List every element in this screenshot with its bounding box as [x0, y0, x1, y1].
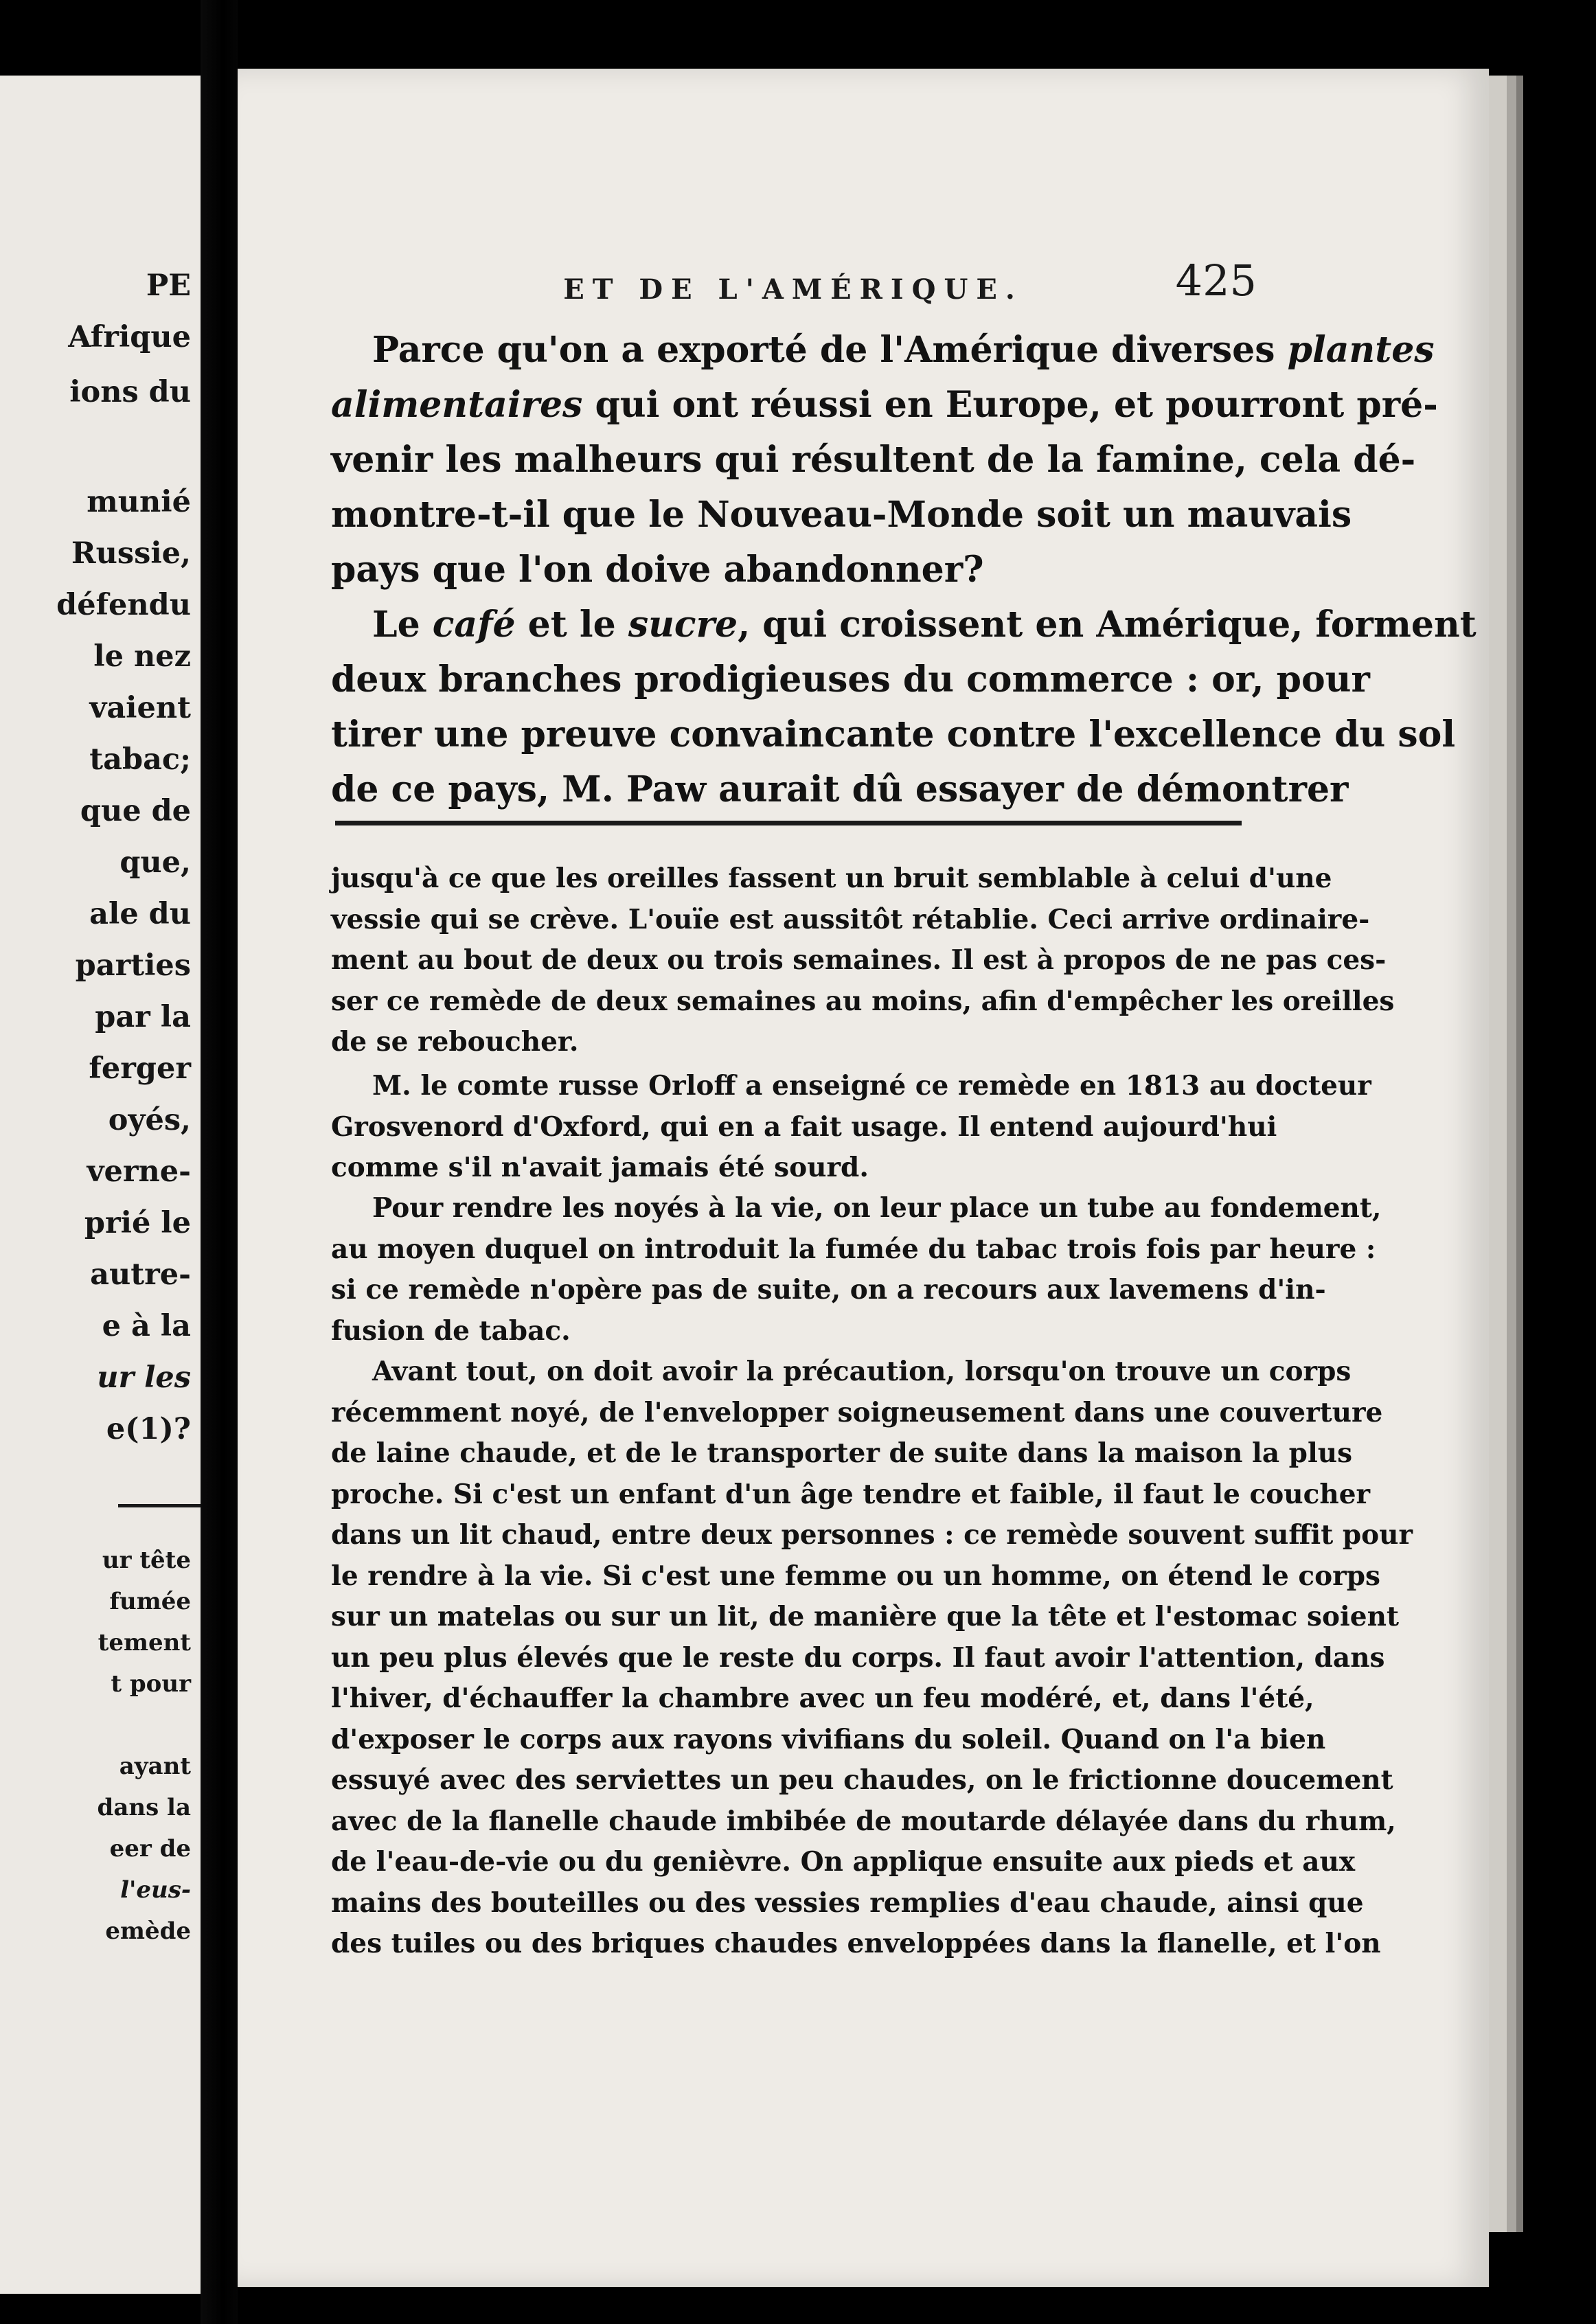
left-page-fragment: e(1)? [106, 1412, 191, 1446]
left-page-fragment: Russie, [71, 536, 191, 571]
footnote-line: avec de la flanelle chaude imbibée de moutarde délayée dans du rhum, [331, 1805, 1396, 1837]
left-page-fragment: autre- [90, 1257, 191, 1292]
text-line [331, 652, 1370, 707]
footnote-line: dans un lit chaud, entre deux personnes : ce remède souvent suffit pour [331, 1519, 1413, 1551]
text-run: qui ont réussi en Europe, et pourront pré- [582, 384, 1438, 426]
left-page-fragment: ferger [89, 1051, 191, 1086]
left-page-fragment: tabac; [89, 742, 191, 777]
left-page-fragment: ayant [119, 1753, 191, 1780]
footnote-line: Grosvenord d'Oxford, qui en a fait usage. Il entend aujourd'hui [331, 1110, 1277, 1143]
footnote-line: un peu plus élevés que le reste du corps. Il faut avoir l'attention, dans [331, 1641, 1385, 1674]
italic-text-run: plantes [1287, 329, 1435, 371]
footnote-line: sur un matelas ou sur un lit, de manière que la tête et l'estomac soient [331, 1601, 1399, 1632]
italic-text-run: sucre [628, 604, 738, 646]
footnote-rule [335, 821, 1242, 825]
footnote-paragraph-4 [331, 1352, 1413, 1965]
footnote-line: comme s'il n'avait jamais été sourd. [331, 1152, 869, 1183]
footnote-line: de l'eau-de-vie ou du genièvre. On applique ensuite aux pieds et aux [331, 1846, 1356, 1878]
text-run: venir les malheurs qui résultent de la famine, cela dé- [331, 439, 1416, 481]
text-line [331, 323, 1435, 378]
left-page-fragment: prié le [84, 1206, 191, 1240]
left-page-fragment: fumée [109, 1588, 191, 1615]
footnote-line: fusion de tabac. [331, 1314, 571, 1347]
footnote-line: ment au bout de deux ou trois semaines. Il est à propos de ne pas ces- [331, 944, 1387, 976]
left-page-fragment: le nez [93, 639, 191, 674]
left-facing-page [0, 76, 201, 2294]
left-page-fragment: t pour [111, 1670, 191, 1698]
footnote-paragraph-2 [331, 1066, 1371, 1189]
left-page-fragment: ur tête [102, 1547, 191, 1574]
left-page-fragment: ur les [97, 1360, 191, 1395]
left-page-fragment: Afrique [68, 320, 191, 354]
footnote-line: ser ce remède de deux semaines au moins, afin d'empêcher les oreilles [331, 985, 1395, 1017]
left-page-fragment: parties [75, 948, 191, 983]
left-page-fragment: ions du [69, 375, 191, 409]
text-run: tirer une preuve convaincante contre l'excellence du sol [331, 714, 1456, 755]
page-edge [1516, 76, 1523, 2232]
page-edge [1489, 76, 1507, 2232]
text-run: Le [372, 604, 433, 646]
main-paragraph-1 [331, 323, 1438, 597]
text-line [331, 707, 1456, 762]
main-paragraph-2 [331, 597, 1477, 817]
left-page-fragment: oyés, [108, 1103, 191, 1137]
book-spine-shadow [201, 0, 238, 2324]
left-page-fragment: e à la [102, 1309, 191, 1343]
footnote-line: jusqu'à ce que les oreilles fassent un bruit semblable à celui d'une [331, 863, 1332, 894]
page-number: 425 [1175, 255, 1257, 306]
footnote-line: Pour rendre les noyés à la vie, on leur place un tube au fondement, [372, 1192, 1382, 1224]
footnote-paragraph-1 [331, 858, 1395, 1063]
footnote-paragraph-3 [331, 1188, 1382, 1352]
italic-text-run: café [432, 604, 516, 646]
text-line [331, 762, 1349, 817]
left-page-fragment: tement [98, 1629, 191, 1656]
page-edge [1507, 76, 1516, 2232]
left-page-fragment: que de [80, 794, 191, 828]
footnote-line: vessie qui se crève. L'ouïe est aussitôt rétablie. Ceci arrive ordinaire- [331, 903, 1370, 935]
footnote-line: des tuiles ou des briques chaudes enveloppées dans la flanelle, et l'on [331, 1928, 1381, 1959]
text-line [331, 488, 1352, 543]
footnote-line: au moyen duquel on introduit la fumée du tabac trois fois par heure : [331, 1233, 1376, 1265]
left-page-footnote-rule [118, 1504, 201, 1507]
left-page-fragment: dans la [97, 1794, 191, 1821]
left-page-fragment: l'eus- [120, 1876, 191, 1904]
left-page-fragment: eer de [109, 1835, 191, 1862]
footnote-line: de laine chaude, et de le transporter de suite dans la maison la plus [331, 1437, 1353, 1469]
left-page-fragment: que, [119, 845, 191, 880]
left-page-fragment: ale du [89, 897, 191, 931]
footnote-line: l'hiver, d'échauffer la chambre avec un feu modéré, et, dans l'été, [331, 1683, 1314, 1714]
left-page-fragment: PE [146, 269, 191, 303]
text-run: , qui croissent en Amérique, forment [738, 604, 1477, 646]
italic-text-run: alimentaires [331, 384, 583, 426]
footnote-line: Avant tout, on doit avoir la précaution, lorsqu'on trouve un corps [372, 1356, 1352, 1387]
footnote-line: d'exposer le corps aux rayons vivifians du soleil. Quand on l'a bien [331, 1723, 1326, 1755]
text-run: montre-t-il que le Nouveau-Monde soit un mauvais [331, 494, 1352, 536]
left-page-fragment: vaient [89, 691, 191, 725]
footnote-line: proche. Si c'est un enfant d'un âge tendre et faible, il faut le coucher [331, 1478, 1371, 1510]
text-run: et le [515, 604, 628, 646]
left-page-fragment: verne- [87, 1154, 191, 1189]
text-run: de ce pays, M. Paw aurait dû essayer de démontrer [331, 768, 1349, 810]
running-head: ET DE L'AMÉRIQUE. [563, 273, 1023, 306]
footnote-line: de se reboucher. [331, 1026, 579, 1058]
left-page-fragment: défendu [56, 588, 191, 622]
footnote-line: si ce remède n'opère pas de suite, on a recours aux lavemens d'in- [331, 1274, 1326, 1306]
text-run: Parce qu'on a exporté de l'Amérique diverses [372, 329, 1288, 371]
text-line [331, 597, 1477, 652]
footnote-line: récemment noyé, de l'envelopper soigneusement dans une couverture [331, 1396, 1383, 1428]
footnote-line: mains des bouteilles ou des vessies remplies d'eau chaude, ainsi que [331, 1887, 1364, 1919]
footnote-line: le rendre à la vie. Si c'est une femme ou un homme, on étend le corps [331, 1560, 1380, 1592]
text-run: pays que l'on doive abandonner? [331, 549, 984, 591]
left-page-fragment: par la [95, 1000, 191, 1034]
text-line [331, 433, 1416, 488]
text-run: deux branches prodigieuses du commerce : or, pour [331, 659, 1370, 700]
left-page-fragment: munié [87, 485, 191, 519]
text-line [331, 543, 1244, 597]
footnote-line: M. le comte russe Orloff a enseigné ce remède en 1813 au docteur [372, 1070, 1371, 1102]
footnote-line: essuyé avec des serviettes un peu chaudes, on le frictionne doucement [331, 1764, 1393, 1796]
left-page-fragment: emède [105, 1917, 191, 1945]
text-line [331, 378, 1438, 433]
